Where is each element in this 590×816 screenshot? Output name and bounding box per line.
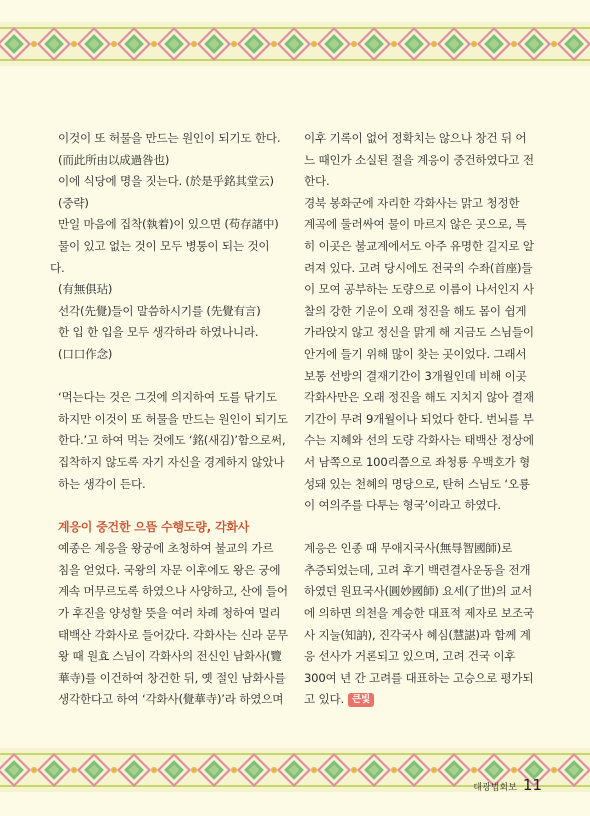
ornament-tile xyxy=(434,29,474,59)
paragraph-line: 하였던 원묘국사(圓妙國師) 요세(了世)의 교서 xyxy=(304,584,533,599)
verse-line: (而此所由以成過咎也) xyxy=(58,152,170,167)
last-line-text: 고 있다. xyxy=(304,692,344,707)
paragraph-line: 생각한다고 하여 ‘각화사(覺華寺)’라 하였으며 xyxy=(58,692,284,707)
ornament-tile xyxy=(34,755,74,785)
paragraph-line: 계속 머무르도록 하였으나 사양하고, 산에 들어 xyxy=(58,584,288,599)
ornament-tile xyxy=(354,29,394,59)
paragraph-line: 보통 선방의 결재기간이 3개월인데 비해 이곳 xyxy=(304,368,527,383)
paragraph-line: 려져 있다. 고려 당시에도 전국의 수좌(首座)들 xyxy=(304,260,533,275)
ornament-tile xyxy=(474,29,514,59)
ornament-tile xyxy=(514,29,554,59)
ornament-tile xyxy=(74,755,114,785)
verse-line: 이것이 또 허물을 만드는 원인이 되기도 한다. xyxy=(58,131,281,145)
left-text-column xyxy=(50,128,298,711)
ornament-tile xyxy=(194,29,234,59)
page-number: 11 xyxy=(522,776,542,794)
paragraph-line: 한다.’고 하여 먹는 것에도 ‘銘(새김)’함으로써, xyxy=(58,433,286,448)
end-mark-stamp: 큰빛 xyxy=(348,693,374,707)
verse-line: (중략) xyxy=(58,195,89,210)
verse-line: 선각(先覺)들이 말씀하시기를 (先覺有言) xyxy=(58,303,261,318)
ornament-tile xyxy=(154,755,194,785)
paragraph-line: 계응은 인종 때 무애지국사(無㝵智國師)로 xyxy=(304,541,513,556)
right-text-column xyxy=(304,128,544,711)
ornament-tile xyxy=(314,29,354,59)
ornament-tile xyxy=(274,755,314,785)
ornament-tile xyxy=(434,755,474,785)
verse-line: 물이 있고 없는 것이 모두 병통이 되는 것이 xyxy=(58,238,270,253)
paragraph-line: 이 모여 공부하는 도량으로 이름이 나서인지 사 xyxy=(304,282,534,297)
paragraph-line: 침을 얻었다. 국왕의 자문 이후에도 왕은 궁에 xyxy=(58,562,281,577)
paragraph-line: 태백산 각화사로 들어갔다. 각화사는 신라 문무 xyxy=(58,627,288,642)
paragraph-line: 성돼 있는 천혜의 명당으로, 탄허 스님도 ‘오룡 xyxy=(304,476,530,491)
paragraph-line: 집착하지 않도록 자기 자신을 경계하지 않았나 xyxy=(58,454,285,469)
paragraph-line: 각화사만은 오래 정진을 해도 지치지 않아 결재 xyxy=(304,390,534,405)
paragraph-last-line xyxy=(304,689,544,711)
paragraph-line: 예종은 계응을 왕궁에 초청하여 불교의 가르 xyxy=(58,541,274,556)
ornament-tile xyxy=(394,29,434,59)
paragraph-line: 하지만 이것이 또 허물을 만드는 원인이 되기도 xyxy=(58,411,288,426)
section-heading: 계응이 중건한 으뜸 수행도량, 각화사 xyxy=(58,519,250,534)
paragraph-line: 한다. xyxy=(304,174,330,189)
verse-line: 다. xyxy=(50,260,65,275)
ornament-tile xyxy=(154,29,194,59)
verse-line: (有無俱玷) xyxy=(58,282,113,297)
page-footer xyxy=(473,776,542,794)
verse-line: (口口作念) xyxy=(58,346,113,361)
paragraph-line: 기간이 무려 9개월이나 되었다 한다. 번뇌를 부 xyxy=(304,411,534,426)
ornament-tile xyxy=(34,29,74,59)
ornament-tile xyxy=(394,755,434,785)
publication-name: 대광법회보 xyxy=(473,783,517,793)
paragraph-line: 가라앉지 않고 정신을 맑게 해 지금도 스님들이 xyxy=(304,325,534,340)
verse-line: 한 입 한 입을 모두 생각하라 하였나니라. xyxy=(58,325,259,340)
ornament-tile xyxy=(234,755,274,785)
paragraph-line: 에 의하면 의천을 계승한 대표적 제자로 보조국 xyxy=(304,606,534,621)
paragraph-line: ‘먹는다는 것은 그것에 의지하여 도를 닦기도 xyxy=(58,390,277,405)
paragraph-line: 이후 기록이 없어 정확치는 않으나 창건 뒤 어 xyxy=(304,131,527,145)
paragraph-line: 이 여의주를 다투는 형국’이라고 하였다. xyxy=(304,498,501,513)
verse-line: 만일 마음에 집착(執着)이 있으면 (苟存諸中) xyxy=(58,217,279,232)
paragraph-line: 안거에 들기 위해 많이 찾는 곳이었다. 그래서 xyxy=(304,346,527,361)
top-decorative-border xyxy=(0,22,590,66)
paragraph-line: 히 이곳은 불교계에서도 아주 유명한 길지로 알 xyxy=(304,238,534,253)
paragraph-line: 華寺)를 이건하여 창건한 뒤, 옛 절인 남화사를 xyxy=(58,670,286,685)
ornament-tile xyxy=(554,29,590,59)
ornament-tile xyxy=(194,755,234,785)
paragraph-line: 수는 지혜와 선의 도량 각화사는 태백산 정상에 xyxy=(304,433,534,448)
verse-line: 이에 식당에 명을 짓는다. (於是乎銘其堂云) xyxy=(58,174,274,189)
paragraph-line: 왕 때 원효 스님이 각화사의 전신인 남화사(覽 xyxy=(58,649,282,664)
paragraph-line: 느 때인가 소실된 절을 계응이 중건하였다고 전 xyxy=(304,152,534,167)
paragraph-line: 서 남쪽으로 100리쯤으로 좌청룡 우백호가 형 xyxy=(304,454,530,469)
ornament-tile xyxy=(0,755,34,785)
ornament-tile xyxy=(0,29,34,59)
paragraph-line: 찰의 강한 기운이 오래 정진을 해도 몸이 쉽게 xyxy=(304,303,527,318)
ornament-tile xyxy=(354,755,394,785)
ornament-tile xyxy=(74,29,114,59)
paragraph-line: 추증되었는데, 고려 후기 백련결사운동을 전개 xyxy=(304,562,531,577)
paragraph-line: 경북 봉화군에 자리한 각화사는 맑고 청정한 xyxy=(304,195,520,210)
paragraph-line: 가 후진을 양성할 뜻을 여러 차례 청하여 멀리 xyxy=(58,606,281,621)
paragraph-line: 사 지눌(知訥), 진각국사 혜심(慧諶)과 함께 계 xyxy=(304,627,531,642)
ornament-tile xyxy=(554,755,590,785)
ornament-tile xyxy=(274,29,314,59)
paragraph-line: 하는 생각이 든다. xyxy=(58,476,146,491)
border-pattern xyxy=(0,29,590,59)
ornament-tile xyxy=(234,29,274,59)
ornament-tile xyxy=(114,755,154,785)
paragraph-line: 계곡에 둘러싸여 물이 마르지 않은 곳으로, 특 xyxy=(304,217,527,232)
paragraph-line: 300여 년 간 고려를 대표하는 고승으로 평가되 xyxy=(304,670,534,685)
paragraph-line: 응 선사가 거론되고 있으며, 고려 건국 이후 xyxy=(304,649,516,664)
ornament-tile xyxy=(114,29,154,59)
ornament-tile xyxy=(314,755,354,785)
